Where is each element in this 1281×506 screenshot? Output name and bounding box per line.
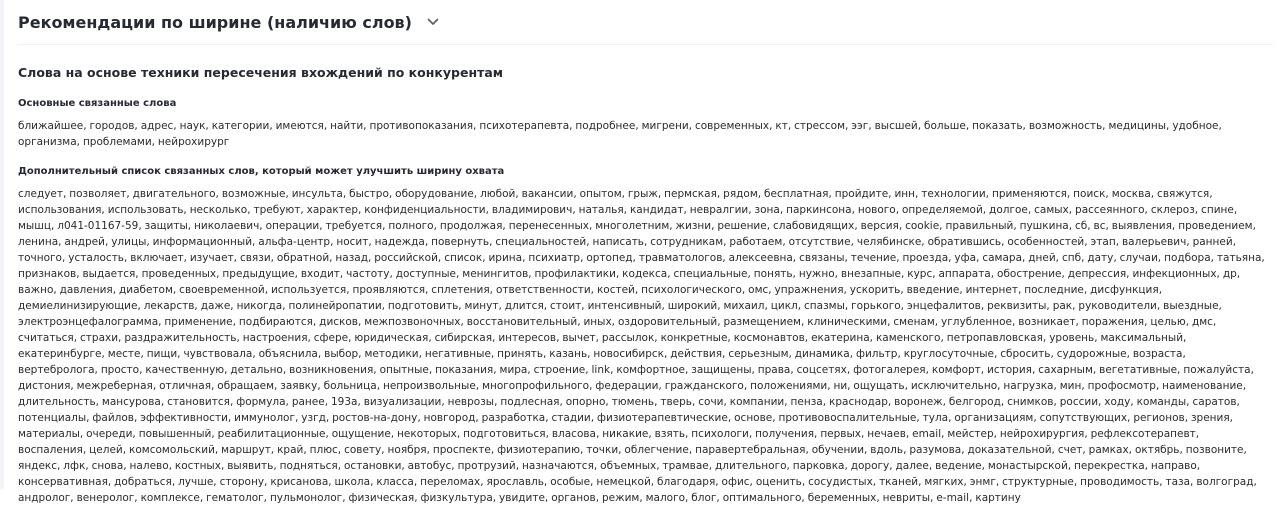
width-recommendations-header[interactable] (18, 8, 440, 36)
header-divider (18, 44, 1273, 45)
extra-words-title: Дополнительный список связанных слов, который может улучшить ширину охвата (18, 166, 505, 177)
extra-words-list: следует, позволяет, двигательного, возможные, инсульта, быстро, оборудование, любой, вакансии, опытом, грыж, пермская, рядом, бесплатная, пройдите, инн, технологии, применяются, поиск, москва, свяжутся, использования, использовать, несколько, требуют, характер, конфиденциальности, владимирович, наталья, кандидат, невралгии, зона, паркинсона, нового, определяемой, долгое, самых, рассеянного, склероз, спине, мышц, л041-01167-59, защиты, николаевич, операции, требуется, полного, продолжая, перенесенных, многолетним, жизни, решение, слабовидящих, версия, cookie, правильный, пушкина, сб, вс, выявления, проведением, ленина, андрей, улицы, информационный, альфа-центр, носит, надежда, повернуть, специальностей, написать, сотрудникам, работаем, отсутствие, челябинске, обратившись, особенностей, этап, валерьевич, ранней, точного, усталость, включает, изучает, связи, обратной, назад, российской, список, ирина, психиатр, ортопед, травматологов, алексеевна, связаны, течение, проезда, уфа, самара, дней, спб, дату, случаи, подбора, татьяна, признаков, выдается, проведенных, предыдущие, входит, частоту, доступные, менингитов, профилактики, кодекса, специальные, понять, нужно, внезапные, курс, аппарата, обострение, депрессия, инфекционных, др, важно, давления, диабетом, своевременной, используется, проявляются, сплетения, ответственности, костей, психологического, омс, упражнения, ускорить, введение, интернет, последние, дисфункция, демиелинизирующие, лекарств, даже, никогда, полинейропатии, подготовить, минут, длится, стоит, интенсивный, широкий, михаил, цикл, спазмы, горького, энцефалитов, реквизиты, рак, руководители, выездные, электроэнцефалограмма, применение, подбираются, дисков, межпозвоночных, восстановительный, иных, оздоровительный, размещением, клиническими, сменам, углубленное, возникает, поражения, целью, дмс, считаться, страхи, раздражительность, настроения, сфере, юридическая, сибирская, интересов, вычет, рассылок, конкретные, космонавтов, екатерина, каменского, петропавловская, уровень, максимальный, екатеринбурге, месте, пищи, чувствовала, объяснила, выбор, методики, негативные, принять, казань, новосибирск, действия, серьезным, динамика, фильтр, круглосуточные, сбросить, судорожные, возраста, вертебролога, просто, качественную, детально, возникновения, опытные, показания, мира, строение, link, комфортное, защищены, права, соцсетях, фотогалерея, комфорт, история, сахарным, вегетативные, пожалуйста, дистония, межреберная, отличная, обращаем, заявку, больница, непроизвольные, многопрофильного, федерации, гражданского, положениями, ни, ощущать, исключительно, нагрузка, мин, профосмотр, наименование, длительность, мансурова, становится, формула, ранее, 193а, визуализации, неврозы, подлесная, опорно, тюмень, тверь, сочи, компании, пенза, краснодар, воронеж, белгород, снимков, россии, ходу, команды, саратов, потенциалы, файлов, эффективности, иммунолог, узгд, ростов-на-дону, новгород, разработка, стадии, физиотерапевтические, основе, противовоспалительные, тула, организациям, сопутствующих, регионов, зрения, материалы, очереди, повышенный, реабилитационные, ощущение, некоторых, подготовиться, власова, никакие, взять, психологи, получения, первых, нечаев, email, мейстер, нейрохирургия, рефлексотерапевт, воспаления, целей, комсомольский, маршрут, край, плюс, совету, ноября, проспекте, физиотерапию, точки, облегчение, паравертебральная, обучении, вдоль, разумова, доказательной, счет, рамках, октябрь, позвоните, яндекс, лфк, снова, налево, костных, выявить, подняться, остановки, автобус, протрузий, назначаются, объемных, трамвае, длительного, парковка, дорогу, далее, ведение, монастырской, перекрестка, направо, консервативная, добраться, лучше, сторону, крисанова, школа, класса, переломах, ярославль, особые, немецкой, благодаря, офис, оценить, сосудистых, тканей, мягких, энмг, структурные, проводимость, таза, волгоград, андролог, венеролог, комплексе, гематолог, пульмонолог, физическая, физкультура, увидите, органов, режим, малого, блог, оптимального, беременных, невриты, e-mail, картину (18, 188, 1265, 504)
header-title: Рекомендации по ширине (наличию слов) (18, 12, 412, 32)
main-words-list: ближайшее, городов, адрес, наук, категории, имеются, найти, противопоказания, психотерапевта, подробнее, мигрени, современных, кт, стрессом, ээг, высшей, больше, показать, возможность, медицины, удобное, организма, проблемами, нейрохирург (18, 120, 1222, 148)
main-words-title: Основные связанные слова (18, 98, 177, 109)
chevron-down-icon[interactable] (426, 15, 440, 29)
left-edge-strip (0, 0, 4, 489)
section-title: Слова на основе техники пересечения вхождений по конкурентам (18, 65, 503, 80)
